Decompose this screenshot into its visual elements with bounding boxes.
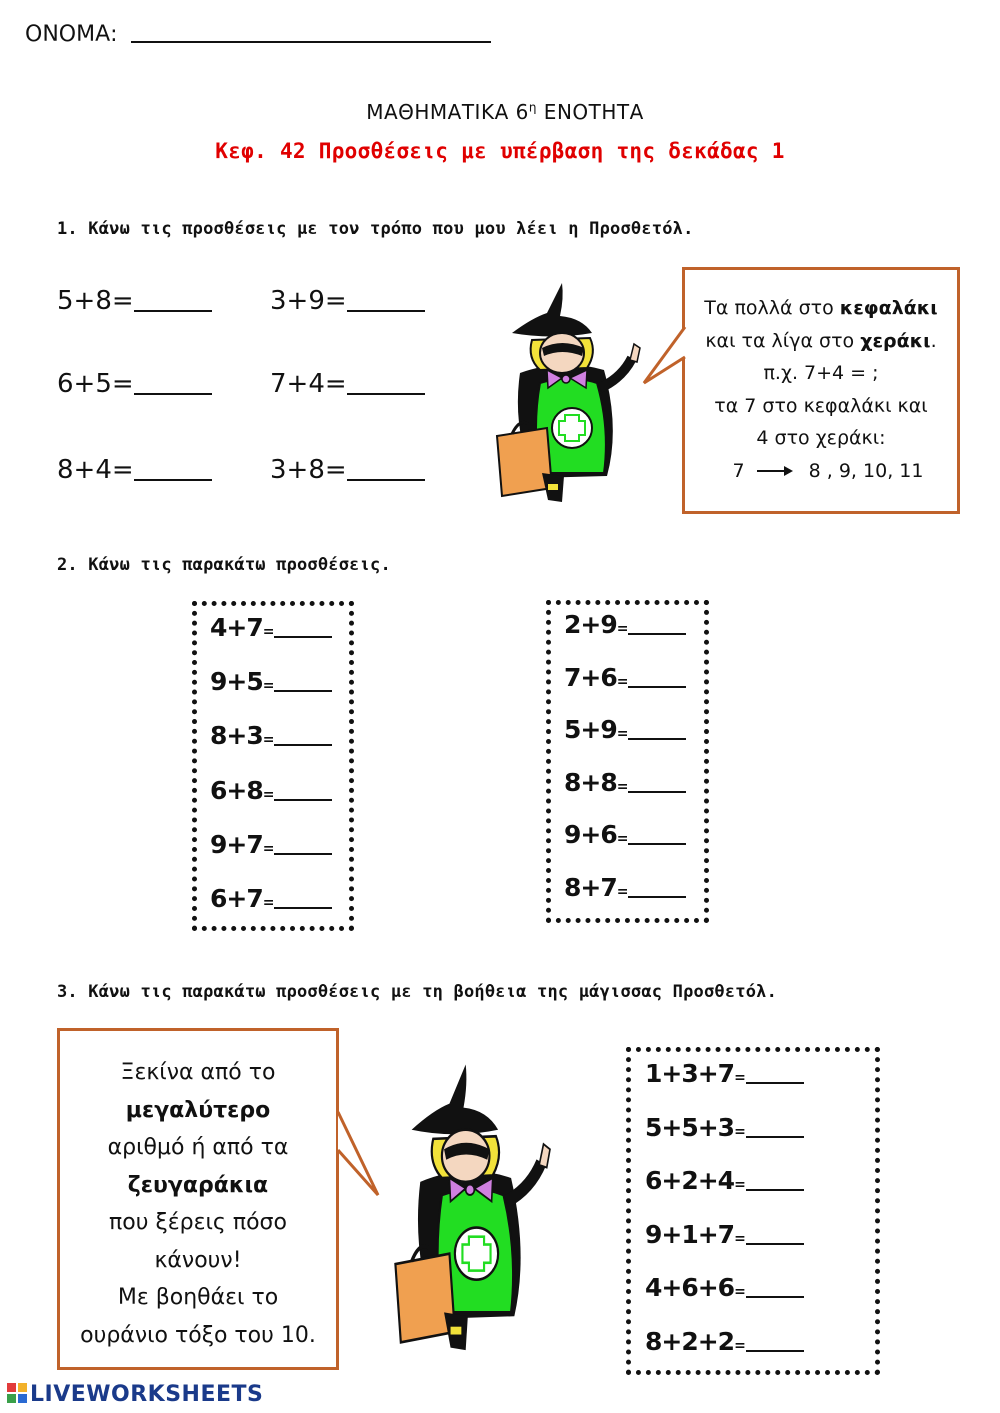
name-input-line[interactable] (131, 23, 491, 43)
answer-blank[interactable] (746, 1278, 804, 1298)
answer-blank[interactable] (347, 288, 425, 312)
addition-item: 8+2+2= (645, 1327, 804, 1356)
addition-item: 2+9= (564, 610, 686, 639)
section3-instruction: 3. Κάνω τις παρακάτω προσθέσεις με τη βοήθεια της μάγισσας Προσθετόλ. (57, 982, 778, 1002)
addition-item: 7+6= (564, 663, 686, 692)
answer-blank[interactable] (746, 1225, 804, 1245)
witch-illustration-2 (390, 1058, 590, 1358)
addition-item: 8+8= (564, 768, 686, 797)
hint-speech-bubble-2: Ξεκίνα από το μεγαλύτερο αριθμό ή από τα ζευγαράκια που ξέρεις πόσο κάνουν! Με βοηθάει το ουράνιο τόξο του 10. (57, 1028, 339, 1370)
answer-blank[interactable] (274, 781, 332, 801)
answer-blank[interactable] (746, 1118, 804, 1138)
section1-instruction: 1. Κάνω τις προσθέσεις με τον τρόπο που μου λέει η Προσθετόλ. (57, 219, 694, 239)
addition-item: 9+5= (210, 667, 332, 696)
addition-item: 9+6= (564, 820, 686, 849)
addition-item: 4+7= (210, 613, 332, 642)
addition-item: 1+3+7= (645, 1059, 804, 1088)
addition-box-left (192, 601, 354, 931)
liveworksheets-logo-icon (6, 1382, 28, 1404)
answer-blank[interactable] (628, 878, 686, 898)
exercise-row: 6+5= (57, 369, 212, 399)
answer-blank[interactable] (274, 835, 332, 855)
exercise-row: 3+9= (270, 286, 425, 316)
bubble-tail (642, 325, 688, 385)
answer-blank[interactable] (274, 618, 332, 638)
answer-blank[interactable] (628, 668, 686, 688)
answer-blank[interactable] (274, 672, 332, 692)
exercise-row: 7+4= (270, 369, 425, 399)
addition-item: 4+6+6= (645, 1273, 804, 1302)
answer-blank[interactable] (746, 1332, 804, 1352)
name-field-row (25, 22, 491, 47)
answer-blank[interactable] (628, 615, 686, 635)
answer-blank[interactable] (134, 288, 212, 312)
section2-instruction: 2. Κάνω τις παρακάτω προσθέσεις. (57, 555, 391, 575)
answer-blank[interactable] (274, 726, 332, 746)
answer-blank[interactable] (347, 457, 425, 481)
exercise-row: 8+4= (57, 455, 212, 485)
addition-item: 9+1+7= (645, 1220, 804, 1249)
answer-blank[interactable] (134, 457, 212, 481)
exercise-row: 5+8= (57, 286, 212, 316)
addition-item: 5+5+3= (645, 1113, 804, 1142)
addition-item: 8+7= (564, 873, 686, 902)
answer-blank[interactable] (746, 1064, 804, 1084)
answer-blank[interactable] (274, 889, 332, 909)
addition-item: 5+9= (564, 715, 686, 744)
answer-blank[interactable] (746, 1171, 804, 1191)
answer-blank[interactable] (628, 720, 686, 740)
answer-blank[interactable] (347, 371, 425, 395)
hint-speech-bubble: Τα πολλά στο κεφαλάκι και τα λίγα στο χεράκι. π.χ. 7+4 = ; τα 7 στο κεφαλάκι και 4 στο χεράκι: 7 8 , 9, 10, 11 (682, 267, 960, 514)
witch-illustration (492, 278, 677, 508)
answer-blank[interactable] (628, 773, 686, 793)
bubble-tail-2 (336, 1110, 380, 1200)
arrow-right-icon (757, 470, 791, 472)
page-subtitle: Κεφ. 42 Προσθέσεις με υπέρβαση της δεκάδας 1 (215, 139, 785, 163)
addition-item: 6+8= (210, 776, 332, 805)
addition-item: 8+3= (210, 721, 332, 750)
addition-item: 6+2+4= (645, 1166, 804, 1195)
exercise-row: 3+8= (270, 455, 425, 485)
page-title: ΜΑΘΗΜΑΤΙΚΑ $6^\eta$ ΕΝΟΤΗΤΑ (366, 100, 644, 124)
addition-item: 6+7= (210, 884, 332, 913)
name-label: ΟΝΟΜΑ: (25, 22, 118, 47)
answer-blank[interactable] (628, 825, 686, 845)
answer-blank[interactable] (134, 371, 212, 395)
footer-brand: LIVEWORKSHEETS (6, 1382, 263, 1407)
addition-item: 9+7= (210, 830, 332, 859)
